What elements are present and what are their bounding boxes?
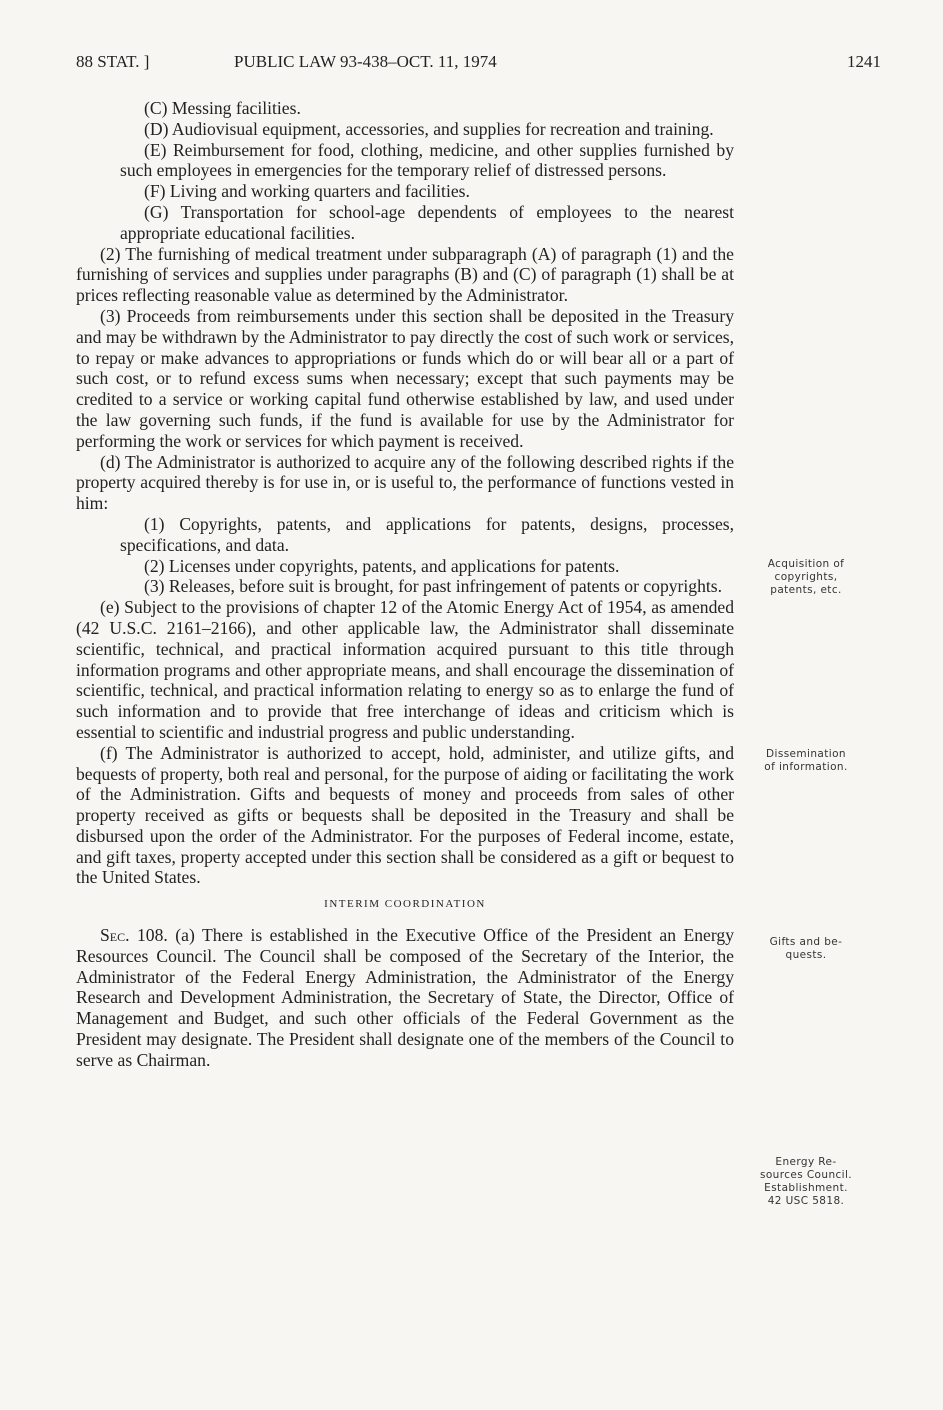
paragraph-2: (2) The furnishing of medical treatment under subparagraph (A) of paragraph (1) and the furnishing of services and supplies under paragraphs (B) and (C) of paragraph (1) shall be at prices reflecting reasonable value as determined by the Administrator.: [76, 243, 734, 306]
body-text: [76, 98, 734, 1071]
page-header: [76, 52, 881, 78]
paragraph-d2: (2) Licenses under copyrights, patents, and applications for patents.: [144, 555, 620, 576]
paragraph-f: (f) The Administrator is authorized to accept, hold, administer, and utilize gifts, and bequests of property, both real and personal, for the purpose of aiding or facilitating the work of the Administration. Gifts and bequests of money and proceeds from sales of other property received as gifts or bequests shall be deposited in the Treasury and shall be disbursed upon the order of the Administrator. For the purposes of Federal income, estate, and gift taxes, property accepted under this section shall be considered as a gift or bequest to the United States.: [76, 742, 734, 888]
page-number: 1241: [847, 52, 881, 71]
section-108: [76, 925, 734, 1071]
margin-note-gifts: Gifts and be- quests.: [769, 936, 843, 961]
paragraph-1f: (F) Living and working quarters and facilities.: [144, 181, 470, 202]
statute-volume: 88 STAT. ]: [76, 52, 150, 71]
paragraph-d3: (3) Releases, before suit is brought, for past infringement of patents or copyrights.: [144, 576, 723, 597]
section-heading: INTERIM COORDINATION: [324, 898, 486, 911]
margin-note-acquisition: Acquisition of copyrights, patents, etc.: [767, 558, 845, 596]
paragraph-3: (3) Proceeds from reimbursements under this section shall be deposited in the Treasury and may be withdrawn by the Administrator to pay directly the cost of such work or services, to repay or make advances to appropriations or funds which do or will bear all or a part of such cost, or to refund excess sums when necessary; except that such payments may be credited to a service or working capital fund otherwise established by law, and used under the law governing such funds, if the fund is available for use by the Administrator for performing the work or services for which payment is received.: [76, 305, 734, 451]
paragraph-1c: (C) Messing facilities.: [144, 98, 301, 118]
paragraph-d1: (1) Copyrights, patents, and applications for patents, designs, processes, specifications, and data.: [120, 513, 734, 555]
margin-note-energy-council: Energy Re- sources Council. Establishment. 42 USC 5818.: [759, 1156, 853, 1207]
paragraph-1e: (E) Reimbursement for food, clothing, medicine, and other supplies furnished by such employees in emergencies for the temporary relief of distressed persons.: [120, 139, 734, 181]
section-108-text: (a) There is established in the Executive Office of the President an Energy Resources Council. The Council shall be composed of the Secretary of the Interior, the Administrator of the Federal Energy Administration, the Administrator of the Energy Research and Development Administration, the Secretary of State, the Director, Office of Management and Budget, and such other officials of the Federal Government as the President may designate. The President shall designate one of the members of the Council to serve as Chairman.: [76, 925, 734, 1070]
paragraph-d: (d) The Administrator is authorized to acquire any of the following described rights if the property acquired thereby is for use in, or is useful to, the performance of functions vested in him:: [76, 451, 734, 514]
paragraph-1g: (G) Transportation for school-age dependents of employees to the nearest appropriate educational facilities.: [120, 201, 734, 243]
section-label: Sec. 108.: [100, 925, 168, 946]
paragraph-1d: (D) Audiovisual equipment, accessories, and supplies for recreation and training.: [144, 118, 714, 139]
law-title: PUBLIC LAW 93-438–OCT. 11, 1974: [234, 52, 497, 71]
margin-note-dissemination: Dissemination of information.: [764, 748, 848, 773]
paragraph-e: (e) Subject to the provisions of chapter 12 of the Atomic Energy Act of 1954, as amended (42 U.S.C. 2161–2166), and other applicable law, the Administrator shall disseminate scientific, technical, and practical information acquired pursuant to this title through information programs and other appropriate means, and shall encourage the dissemination of scientific, technical, and practical information relating to energy so as to enlarge the fund of such information and to provide that free interchange of ideas and criticism which is essential to scientific and industrial progress and public understanding.: [76, 597, 734, 742]
